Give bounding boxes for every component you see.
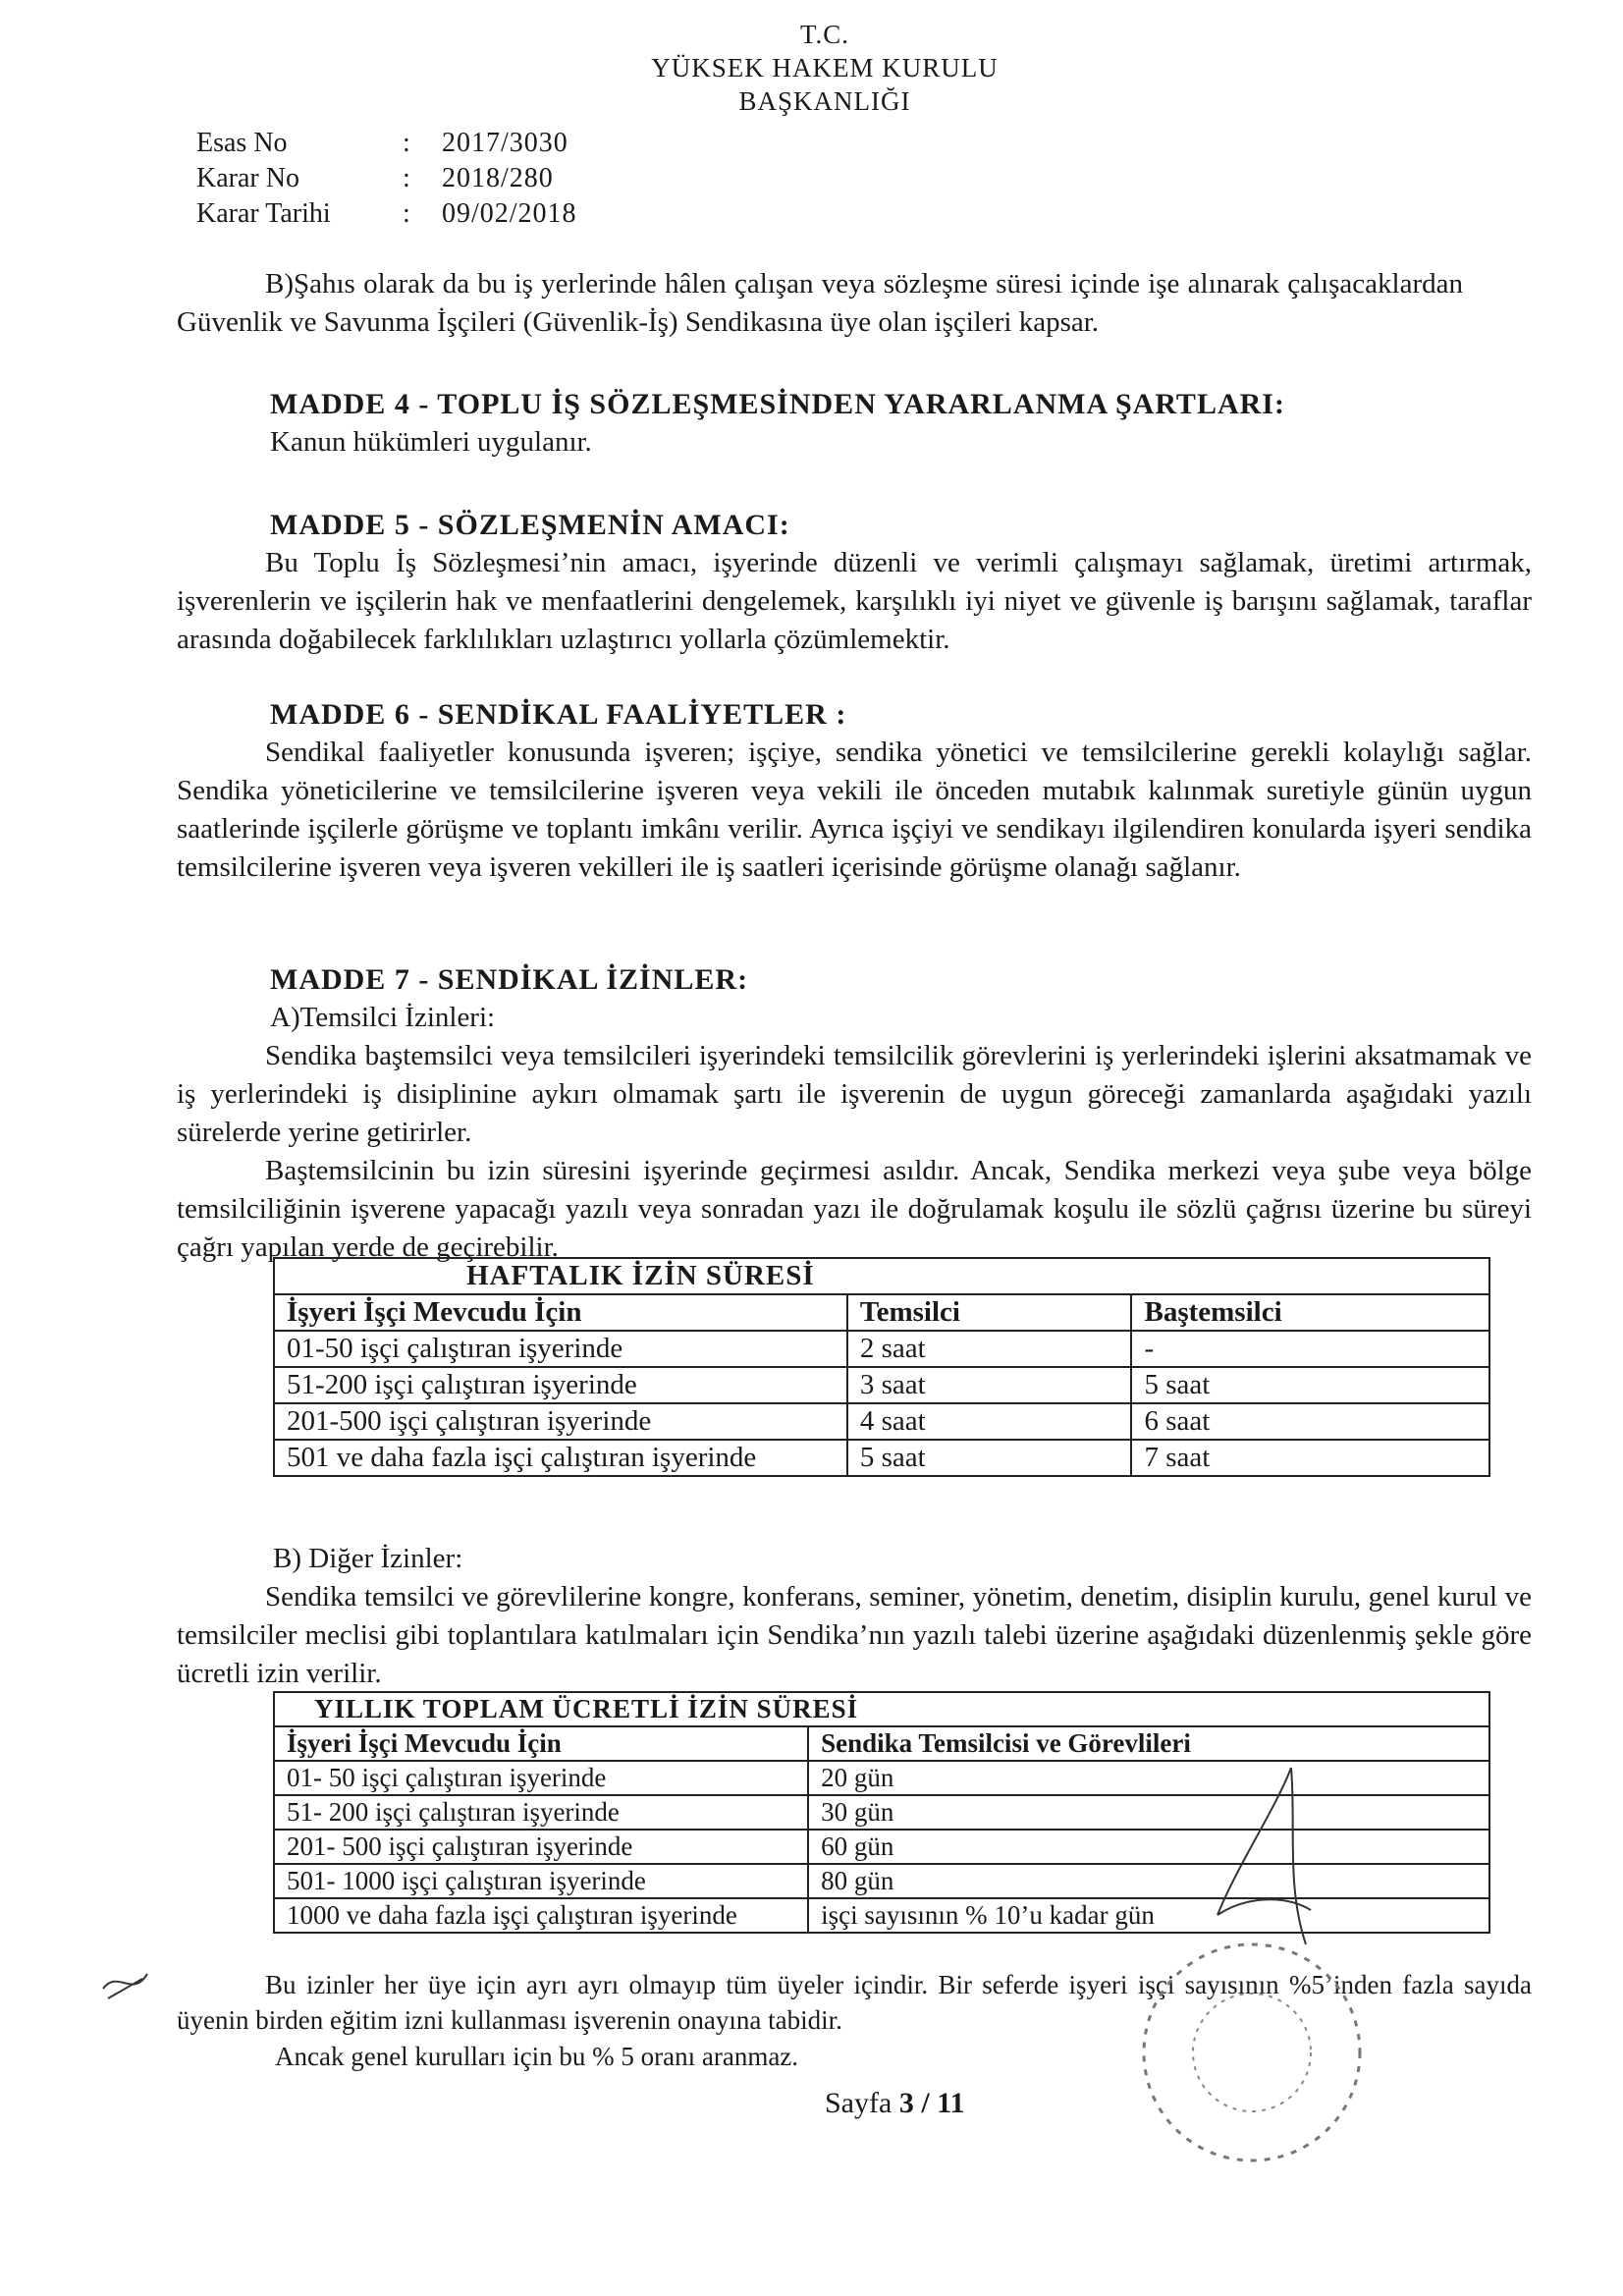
madde7-p5: Ancak genel kurulları için bu % 5 oranı aranmaz. xyxy=(275,2042,799,2071)
header-presidency: BAŞKANLIĞI xyxy=(738,86,911,116)
table-cell: 5 saat xyxy=(1131,1367,1489,1403)
table1-title-row xyxy=(274,1258,1489,1294)
madde7-sub-b: B) Diğer İzinler: xyxy=(273,1543,463,1574)
madde7-p3: Sendika temsilci ve görevlilerine kongre, konferans, seminer, yönetim, denetim, disiplin kurulu, genel kurul ve temsilciler meclisi gibi toplantılara katılmaları için Sendika’nın yazılı talebi üzerine aşağıdaki düzenlenmiş şekle göre ücretli izin verilir. xyxy=(177,1581,1532,1689)
table1-header-row xyxy=(274,1294,1489,1331)
meta-colon: : xyxy=(403,128,410,158)
meta-key: Karar No xyxy=(196,163,299,193)
table1-title: HAFTALIK İZİN SÜRESİ xyxy=(274,1258,1489,1294)
madde4-heading: MADDE 4 - TOPLU İŞ SÖZLEŞMESİNDEN YARARLANMA ŞARTLARI: xyxy=(270,388,1285,420)
table-row xyxy=(274,1331,1489,1367)
madde7-top xyxy=(270,960,1546,1037)
table2-header: Sendika Temsilcisi ve Görevlileri xyxy=(808,1726,1489,1761)
paragraph-b-scope: B)Şahıs olarak da bu iş yerlerinde hâlen çalışan veya sözleşme süresi içinde işe alınarak çalışacaklardan Güvenlik ve Savunma İşçileri (Güvenlik-İş) Sendikasına üye olan işçileri kapsar. xyxy=(177,268,1463,338)
table2-title-row xyxy=(274,1692,1489,1726)
official-stamp xyxy=(1124,1925,1380,2180)
table-cell: 30 gün xyxy=(808,1795,1489,1830)
table2-title: YILLIK TOPLAM ÜCRETLİ İZİN SÜRESİ xyxy=(274,1692,1489,1726)
table-cell: işçi sayısının % 10’u kadar gün xyxy=(808,1898,1489,1933)
table-cell: 3 saat xyxy=(847,1367,1132,1403)
margin-initial-mark xyxy=(98,1964,157,2003)
table-cell: 51-200 işçi çalıştıran işyerinde xyxy=(274,1367,847,1403)
table1-header: Temsilci xyxy=(847,1294,1132,1331)
table-cell: - xyxy=(1131,1331,1489,1367)
table-cell: 4 saat xyxy=(847,1403,1132,1440)
header-tc: T.C. xyxy=(800,20,849,49)
madde6-text: Sendikal faaliyetler konusunda işveren; işçiye, sendika yönetici ve temsilcilerine gerekli kolaylığı sağlar. Sendika yöneticilerine ve temsilcilerine işveren veya vekili ile önceden mutabık kalınmak suretiyle günün uygun saatlerinde işçilerle görüşme ve toplantı imkânı verilir. Ayrıca işçiyi ve sendikayı ilgilendiren konularda işyeri sendika temsilcilerine işveren veya işveren vekilleri ile iş saatleri içerisinde görüşme olanağı sağlanır. xyxy=(177,737,1532,883)
meta-value: 09/02/2018 xyxy=(442,198,577,229)
madde7-p1: Sendika baştemsilci veya temsilcileri işyerindeki temsilcilik görevlerini iş yerlerindeki işlerini aksatmamak ve iş yerlerindeki iş disiplinine aykırı olmamak şartı ile işverenin de uygun göreceği zamanlarda aşağıdaki yazılı sürelerde yerine getirirler. xyxy=(177,1040,1532,1148)
weekly-leave-table xyxy=(273,1257,1490,1477)
table-cell: 6 saat xyxy=(1131,1403,1489,1440)
page-value: 3 / 11 xyxy=(898,2087,965,2119)
table-row xyxy=(274,1440,1489,1476)
madde7-sub-a: A)Temsilci İzinleri: xyxy=(270,1002,496,1033)
table-cell: 501 ve daha fazla işçi çalıştıran işyerinde xyxy=(274,1440,847,1476)
meta-key: Karar Tarihi xyxy=(196,198,331,229)
table-cell: 01-50 işçi çalıştıran işyerinde xyxy=(274,1331,847,1367)
madde4-section xyxy=(270,385,1546,462)
meta-value: 2018/280 xyxy=(442,163,554,193)
table-cell: 2 saat xyxy=(847,1331,1132,1367)
table1-header: İşyeri İşçi Mevcudu İçin xyxy=(274,1294,847,1331)
header-block xyxy=(579,18,1070,118)
madde5-heading xyxy=(270,506,1546,544)
page-number xyxy=(825,2087,965,2120)
table2-header: İşyeri İşçi Mevcudu İçin xyxy=(274,1726,808,1761)
madde5-text: Bu Toplu İş Sözleşmesi’nin amacı, işyerinde düzenli ve verimli çalışmayı sağlamak, üretimi artırmak, işverenlerin ve işçilerin hak ve menfaatlerini dengelemek, karşılıklı iyi niyet ve güvenle iş barışını sağlamak, taraflar arasında doğabilecek farklılıkları uzlaştırıcı yollarla çözümlemektir. xyxy=(177,547,1532,655)
madde7-sub-b-wrap xyxy=(273,1540,1549,1578)
table-cell: 201- 500 işçi çalıştıran işyerinde xyxy=(274,1830,808,1864)
madde7-heading: MADDE 7 - SENDİKAL İZİNLER: xyxy=(270,963,749,996)
table-cell: 201-500 işçi çalıştıran işyerinde xyxy=(274,1403,847,1440)
table1-header: Baştemsilci xyxy=(1131,1294,1489,1331)
madde6-heading-wrap xyxy=(270,695,1546,734)
meta-row-tarih xyxy=(196,196,577,232)
case-meta xyxy=(196,126,577,232)
table-cell: 1000 ve daha fazla işçi çalıştıran işyerinde xyxy=(274,1898,808,1933)
table-cell: 20 gün xyxy=(808,1761,1489,1795)
table-cell: 501- 1000 işçi çalıştıran işyerinde xyxy=(274,1864,808,1898)
madde4-text: Kanun hükümleri uygulanır. xyxy=(270,426,592,458)
table-cell: 7 saat xyxy=(1131,1440,1489,1476)
meta-colon: : xyxy=(403,198,410,229)
table-cell: 60 gün xyxy=(808,1830,1489,1864)
table-row xyxy=(274,1403,1489,1440)
madde7-p4: Bu izinler her üye için ayrı ayrı olmayıp tüm üyeler içindir. Bir seferde işyeri işçi sayısının %5’inden fazla sayıda üyenin birden eğitim izni kullanması işverenin onayına tabidir. xyxy=(177,1970,1532,2035)
meta-row-esas xyxy=(196,126,577,161)
table-row xyxy=(274,1367,1489,1403)
table-cell: 5 saat xyxy=(847,1440,1132,1476)
meta-key: Esas No xyxy=(196,128,288,158)
meta-row-karar xyxy=(196,161,577,196)
table-cell: 01- 50 işçi çalıştıran işyerinde xyxy=(274,1761,808,1795)
meta-value: 2017/3030 xyxy=(442,128,568,158)
madde6-heading: MADDE 6 - SENDİKAL FAALİYETLER : xyxy=(270,698,847,731)
madde7-p2: Baştemsilcinin bu izin süresini işyerinde geçirmesi asıldır. Ancak, Sendika merkezi veya şube veya bölge temsilciliğinin işverene yapacağı yazılı veya sonradan yazı ile doğrulamak koşulu ile sözlü çağrısı üzerine bu süreyi çağrı yapılan yerde de geçirebilir. xyxy=(177,1155,1532,1263)
table-cell: 80 gün xyxy=(808,1864,1489,1898)
header-institution: YÜKSEK HAKEM KURULU xyxy=(651,53,999,82)
madde5-title: MADDE 5 - SÖZLEŞMENİN AMACI: xyxy=(270,509,790,541)
page-label: Sayfa xyxy=(825,2087,893,2119)
table-cell: 51- 200 işçi çalıştıran işyerinde xyxy=(274,1795,808,1830)
meta-colon: : xyxy=(403,163,410,193)
